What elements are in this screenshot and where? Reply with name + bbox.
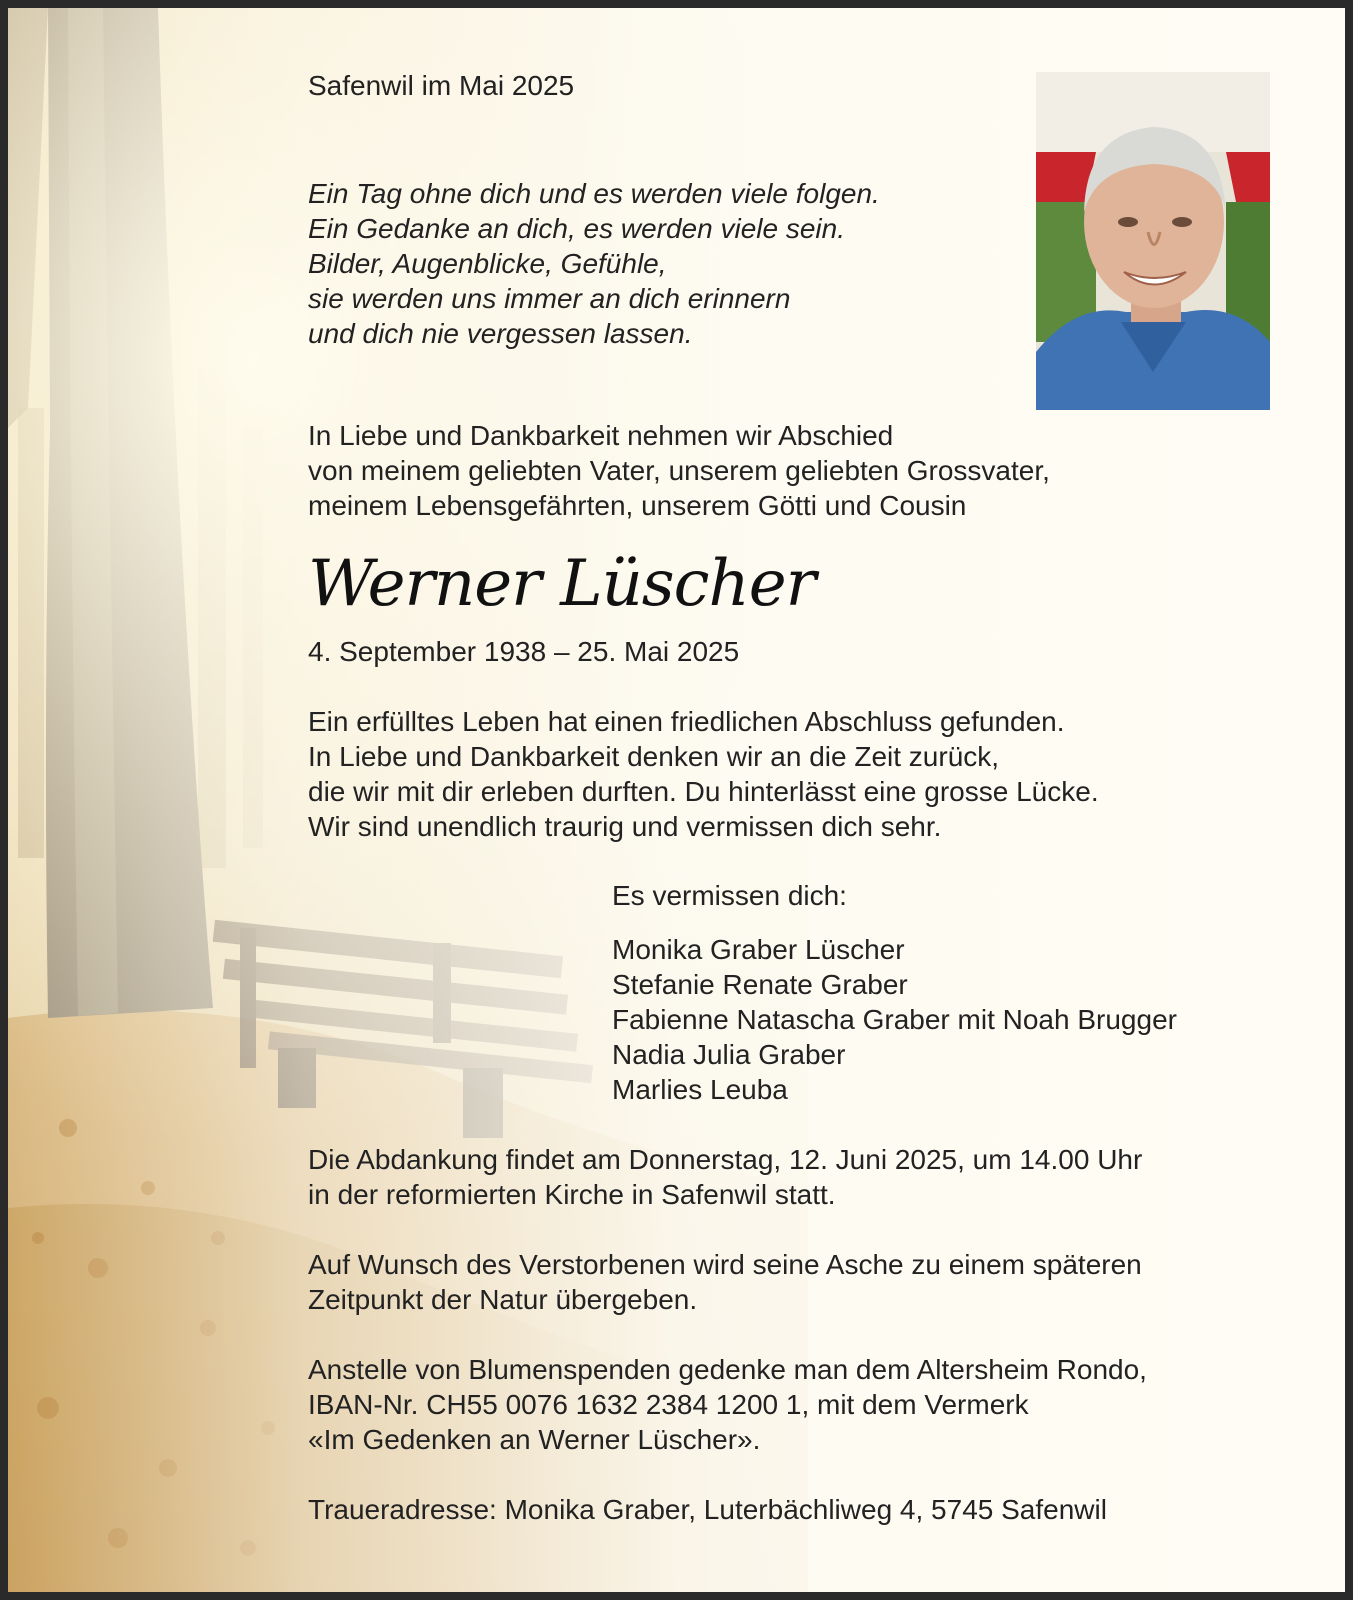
life-dates: 4. September 1938 – 25. Mai 2025 [308, 636, 740, 667]
mourner-name: Stefanie Renate Graber [612, 969, 908, 1000]
mourning-address: Traueradresse: Monika Graber, Luterbächliweg 4, 5745 Safenwil [308, 1494, 1107, 1525]
ashes-line: Auf Wunsch des Verstorbenen wird seine Asche zu einem späteren [308, 1249, 1142, 1280]
notice-text [8, 8, 1345, 1592]
verse-line: Bilder, Augenblicke, Gefühle, [308, 248, 667, 279]
mourner-name: Fabienne Natascha Graber mit Noah Brugger [612, 1004, 1177, 1035]
mourner-name: Monika Graber Lüscher [612, 934, 905, 965]
tribute-line: Wir sind unendlich traurig und vermissen dich sehr. [308, 811, 942, 842]
tribute-line: die wir mit dir erleben durften. Du hinterlässt eine grosse Lücke. [308, 776, 1099, 807]
donation-line: Anstelle von Blumenspenden gedenke man dem Altersheim Rondo, [308, 1354, 1147, 1385]
place-date: Safenwil im Mai 2025 [308, 70, 575, 101]
intro-line: von meinem geliebten Vater, unserem geliebten Grossvater, [308, 455, 1050, 486]
tribute-line: In Liebe und Dankbarkeit denken wir an die Zeit zurück, [308, 741, 1000, 772]
verse-line: und dich nie vergessen lassen. [308, 318, 693, 349]
mourners-heading: Es vermissen dich: [612, 880, 847, 911]
donation-line: IBAN-Nr. CH55 0076 1632 2384 1200 1, mit dem Vermerk [308, 1389, 1029, 1420]
verse-line: sie werden uns immer an dich erinnern [308, 283, 791, 314]
intro-line: In Liebe und Dankbarkeit nehmen wir Abschied [308, 420, 894, 451]
intro-line: meinem Lebensgefährten, unserem Götti und Cousin [308, 490, 967, 521]
verse-line: Ein Tag ohne dich und es werden viele folgen. [308, 178, 880, 209]
service-line: Die Abdankung findet am Donnerstag, 12. Juni 2025, um 14.00 Uhr [308, 1144, 1143, 1175]
donation-line: «Im Gedenken an Werner Lüscher». [308, 1424, 761, 1455]
ashes-line: Zeitpunkt der Natur übergeben. [308, 1284, 698, 1315]
verse-line: Ein Gedanke an dich, es werden viele sein. [308, 213, 845, 244]
mourner-name: Marlies Leuba [612, 1074, 788, 1105]
tribute-line: Ein erfülltes Leben hat einen friedlichen Abschluss gefunden. [308, 706, 1065, 737]
mourner-name: Nadia Julia Graber [612, 1039, 846, 1070]
deceased-name: Werner Lüscher [308, 547, 816, 621]
service-line: in der reformierten Kirche in Safenwil statt. [308, 1179, 836, 1210]
